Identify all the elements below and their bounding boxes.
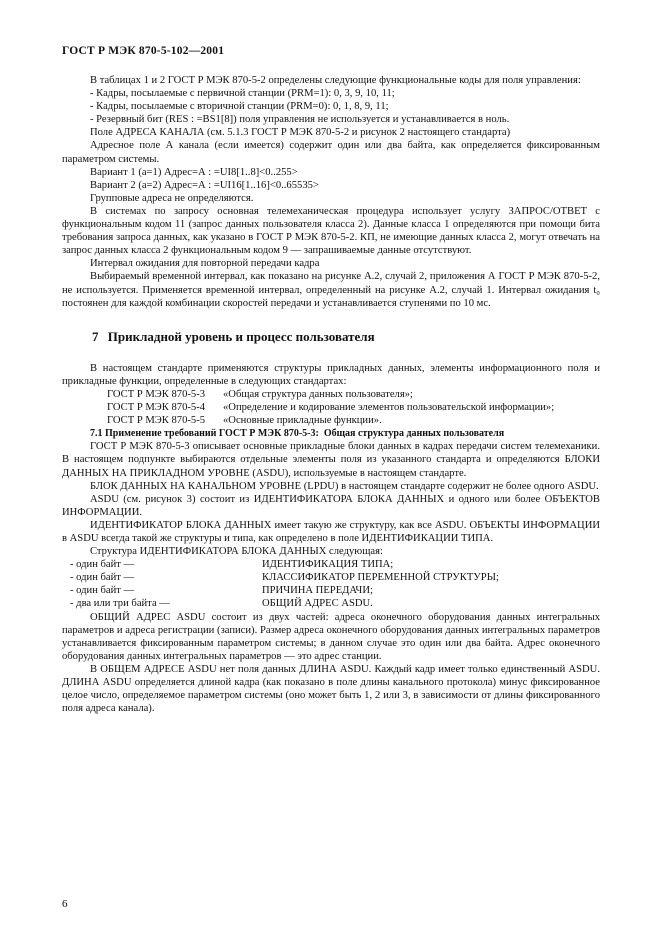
list-item — [62, 571, 600, 584]
paragraph: ASDU (см. рисунок 3) состоит из ИДЕНТИФИКАТОРА БЛОКА ДАННЫХ и одного или более ОБЪЕКТОВ ИНФОРМАЦИИ. — [62, 493, 600, 518]
standard-code: ГОСТ Р МЭК 870-5-5 — [107, 415, 206, 427]
formula-line: Вариант 2 (а=2) Адрес=А : =UI16[1..16]<0..65535> — [90, 179, 319, 191]
field-size: - два или три байта — — [70, 598, 170, 610]
paragraph: БЛОК ДАННЫХ НА КАНАЛЬНОМ УРОВНЕ (LPDU) в настоящем стандарте содержит не более одного ASDU. — [90, 480, 599, 492]
subsection-subtitle: Общая структура данных пользователя — [323, 428, 505, 440]
paragraph: В таблицах 1 и 2 ГОСТ Р МЭК 870-5-2 определены следующие функциональные коды для поля управления: — [90, 75, 581, 86]
subsection-heading — [62, 427, 600, 440]
paragraph: Адресное поле А канала (если имеется) содержит один или два байта, как определяется фиксированным параметром системы. — [62, 140, 600, 165]
paragraph: В ОБЩЕМ АДРЕСЕ ASDU нет поля данных ДЛИНА ASDU. Каждый кадр имеет только единственный ASDU. ДЛИНА ASDU определяется длиной кадра (как показано в поле длины канального протокола) минус фиксированное целое число, определяемое параметром системы (оно может быть 1, 2 или 3, в зависимости от длины фиксированного поля адреса канала). — [62, 663, 600, 715]
page-number: 6 — [62, 898, 68, 910]
field-size: - один байт — — [70, 559, 135, 571]
standard-title: «Определение и кодирование элементов пользовательской информации»; — [223, 402, 555, 414]
subsection-title: Применение требований ГОСТ Р МЭК 870-5-3: — [105, 428, 319, 440]
standard-code: ГОСТ Р МЭК 870-5-3 — [107, 388, 206, 400]
paragraph: Выбираемый временной интервал, как показано на рисунке А.2, случай 2, приложения А ГОСТ Р МЭК 870-5-2, не используется. Применяется временной интервал, определенный на рисунке А.2, случай 1. Интервал ожидания t₀ постоянен для каждой комбинации скоростей передачи и устанавливается ступенями по 10 мс. — [62, 271, 600, 309]
paragraph: В настоящем стандарте применяются структуры прикладных данных, элементы информационного поля и прикладные функции, определенные в следующих стандартах: — [62, 362, 600, 387]
section-title: Прикладной уровень и процесс пользователя — [107, 328, 375, 344]
paragraph: ИДЕНТИФИКАТОР БЛОКА ДАННЫХ имеет такую же структуру, как все ASDU. ОБЪЕКТЫ ИНФОРМАЦИИ в ASDU всегда такой же структуры и типа, как определено в поле ИДЕНТИФИКАЦИИ ТИПА. — [62, 519, 600, 544]
paragraph: Интервал ожидания для повторной передачи кадра — [90, 258, 320, 270]
paragraph: Структура ИДЕНТИФИКАТОРА БЛОКА ДАННЫХ следующая: — [90, 546, 383, 558]
list-item — [62, 584, 600, 597]
field-size: - один байт — — [70, 572, 135, 584]
formula-line: Вариант 1 (а=1) Адрес=А : =UI8[1..8]<0..255> — [90, 166, 298, 178]
standard-ref — [107, 401, 600, 414]
standard-ref — [107, 388, 600, 401]
list-item: - Кадры, посылаемые с вторичной станции (PRM=0): 0, 1, 8, 9, 11; — [90, 101, 389, 113]
running-header: ГОСТ Р МЭК 870-5-102—2001 — [62, 45, 225, 57]
field-size: - один байт — — [70, 585, 135, 597]
subsection-number: 7.1 — [90, 428, 103, 440]
paragraph: Групповые адреса не определяются. — [90, 192, 254, 204]
paragraph: ГОСТ Р МЭК 870-5-3 описывает основные прикладные блоки данных в кадрах передачи систем телемеханики. В настоящем подпункте выбираются отдельные элементы поля из указанного стандарта и определяются БЛОКИ ДАННЫХ НА ПРИКЛАДНОМ УРОВНЕ (ASDU), используемые в настоящем стандарте. — [62, 441, 600, 479]
field-name: ПРИЧИНА ПЕРЕДАЧИ; — [262, 585, 373, 597]
standard-title: «Общая структура данных пользователя»; — [223, 388, 413, 400]
list-item: - Резервный бит (RES : =BS1[8]) поля управления не используется и устанавливается в ноль. — [90, 114, 510, 126]
field-name: ИДЕНТИФИКАЦИЯ ТИПА; — [262, 559, 394, 571]
paragraph: Поле АДРЕСА КАНАЛА (см. 5.1.3 ГОСТ Р МЭК 870-5-2 и рисунок 2 настоящего стандарта) — [90, 127, 511, 139]
list-item — [62, 558, 600, 571]
document-body — [62, 74, 600, 715]
field-name: ОБЩИЙ АДРЕС ASDU. — [262, 598, 373, 610]
standard-code: ГОСТ Р МЭК 870-5-4 — [107, 402, 206, 414]
paragraph: ОБЩИЙ АДРЕС ASDU состоит из двух частей: адреса оконечного оборудования данных интегральных параметров и адреса регистрации (записи). Размер адреса оконечного оборудования данных интегральных параметров устанавливается фиксированным параметром системы; в данном случае это один или два байта. Адрес оконечного оборудования данных интегральных параметров — это адрес станции. — [62, 611, 600, 662]
paragraph: В системах по запросу основная телемеханическая процедура использует услугу ЗАПРОС/ОТВЕТ с функциональным кодом 11 (запрос данных пользователя класса 2). Данные класса 1 определяются при помощи бита требования запроса данных, как указано в ГОСТ Р МЭК 870-5-2. КП, не имеющие данных класса 2, могут отвечать на запрос данных класса 2 функциональным кодом 9 — запрашиваемые данные отсутствуют. — [62, 205, 600, 257]
standard-title: «Основные прикладные функции». — [223, 415, 382, 427]
field-name: КЛАССИФИКАТОР ПЕРЕМЕННОЙ СТРУКТУРЫ; — [262, 572, 499, 584]
section-heading — [92, 330, 600, 343]
standard-ref — [107, 414, 600, 427]
section-number: 7 — [92, 328, 99, 344]
list-item — [62, 597, 600, 610]
list-item: - Кадры, посылаемые с первичной станции (PRM=1): 0, 3, 9, 10, 11; — [90, 88, 395, 100]
